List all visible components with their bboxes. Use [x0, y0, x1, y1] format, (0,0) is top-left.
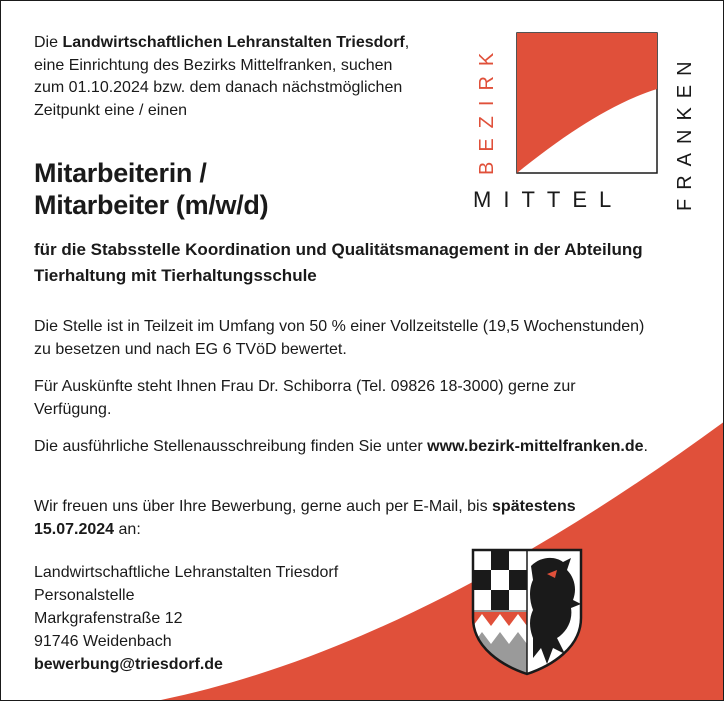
job-subtitle: für die Stabsstelle Koordination und Qualitätsmanagement in der Abteilung Tierhaltung mit Tierhaltungsschule: [34, 240, 643, 285]
paragraph-contact-info: Für Auskünfte steht Ihnen Frau Dr. Schiborra (Tel. 09826 18-3000) gerne zur Verfügung.: [34, 378, 576, 418]
organization-name: Landwirtschaftlichen Lehranstalten Triesdorf: [62, 34, 405, 51]
address-line: Markgrafenstraße 12: [34, 610, 183, 627]
coat-of-arms-icon: [471, 548, 583, 676]
email-link[interactable]: bewerbung@triesdorf.de: [34, 656, 223, 673]
logo-text-mittel: MITTEL: [473, 187, 624, 212]
website-link[interactable]: www.bezirk-mittelfranken.de: [427, 438, 644, 455]
address-line: Personalstelle: [34, 587, 135, 604]
bezirk-mittelfranken-logo: [469, 29, 699, 219]
paragraph-full-posting: Die ausführliche Stellenausschreibung finden Sie unter www.bezirk-mittelfranken.de.: [34, 438, 648, 455]
address-line: Landwirtschaftliche Lehranstalten Triesdorf: [34, 564, 339, 581]
address-block: [34, 561, 338, 676]
job-title: Mitarbeiterin / Mitarbeiter (m/w/d): [34, 158, 269, 220]
logo-text-franken: FRANKEN: [674, 52, 696, 211]
deadline: spätestens 15.07.2024: [34, 498, 576, 538]
paragraph-application: Wir freuen uns über Ihre Bewerbung, gerne auch per E-Mail, bis spätestens 15.07.2024 an:: [34, 498, 576, 538]
logo-text-bezirk: BEZIRK: [476, 42, 498, 175]
address-line: 91746 Weidenbach: [34, 633, 172, 650]
intro-text: Die Landwirtschaftlichen Lehranstalten Triesdorf, eine Einrichtung des Bezirks Mittelfranken, suchen zum 01.10.2024 bzw. dem danach nächstmöglichen Zeitpunkt eine / einen: [34, 34, 410, 119]
paragraph-employment-terms: Die Stelle ist in Teilzeit im Umfang von 50 % einer Vollzeitstelle (19,5 Wochenstunden) zu besetzen und nach EG 6 TVöD bewertet.: [34, 318, 645, 358]
